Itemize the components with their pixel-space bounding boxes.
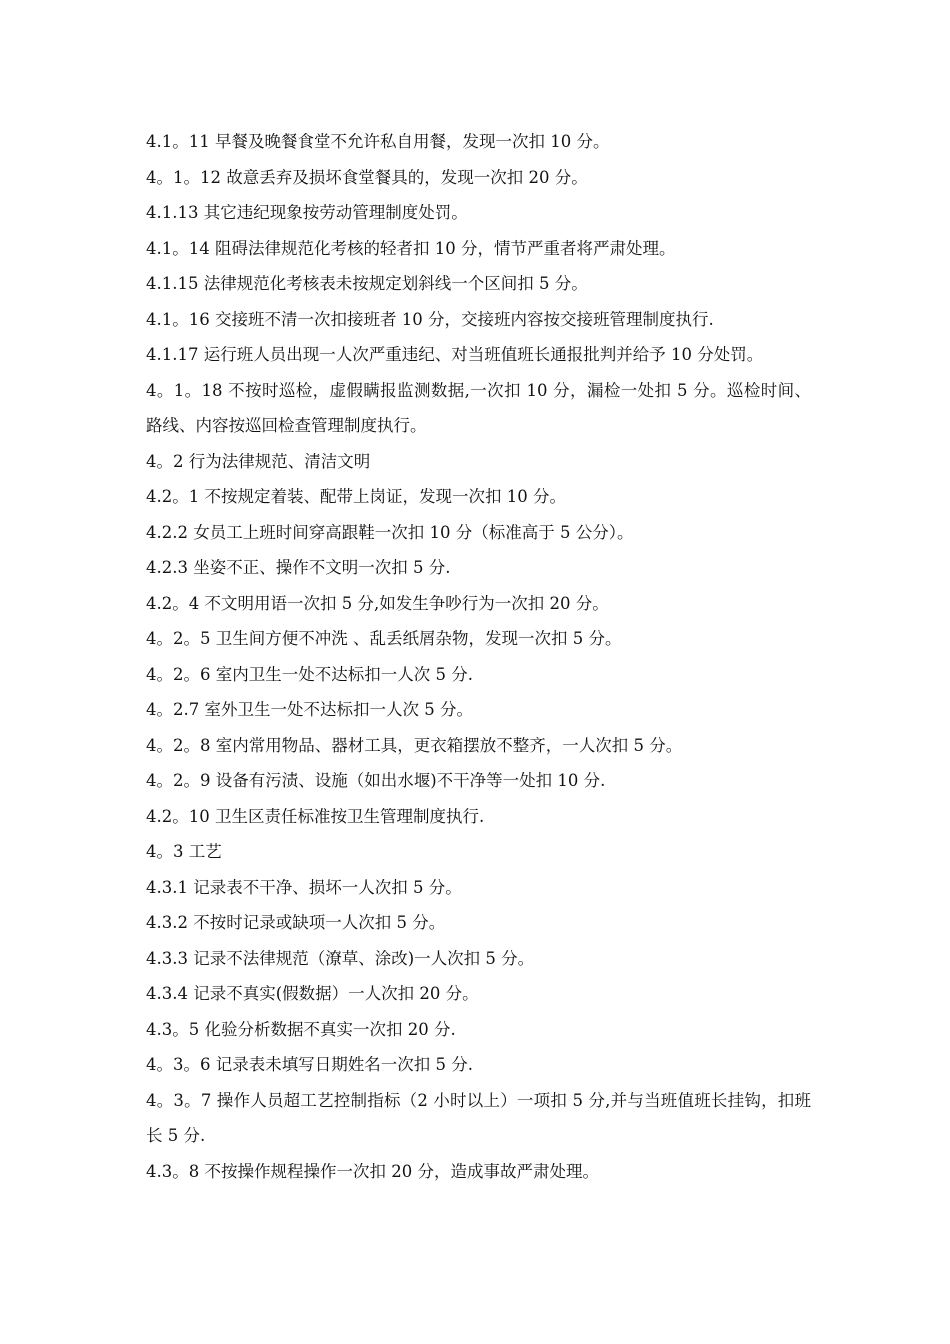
rule-4-2-7: 4。2.7 室外卫生一处不达标扣一人次 5 分。 [146,700,473,719]
section-heading-4-3: 4。3 工艺 [146,842,222,861]
rule-4-1-13: 4.1.13 其它违纪现象按劳动管理制度处罚。 [146,203,468,222]
rule-4-2-10: 4.2。10 卫生区责任标准按卫生管理制度执行. [146,806,485,826]
rule-4-1-14: 4.1。14 阻碍法律规范化考核的轻者扣 10 分，情节严重者将严肃处理。 [146,238,676,258]
rule-4-2-2: 4.2.2 女员工上班时间穿高跟鞋一次扣 10 分（标准高于 5 公分）。 [146,522,634,542]
rule-4-1-18: 4。1。18 不按时巡检，虚假瞒报监测数据,一次扣 10 分，漏检一处扣 5 分。巡检时间、路线、内容按巡回检查管理制度执行。 [146,380,811,435]
rule-4-3-5: 4.3。5 化验分析数据不真实一次扣 20 分. [146,1019,456,1039]
rule-4-3-7: 4。3。7 操作人员超工艺控制指标（2 小时以上）一项扣 5 分,并与当班值班长挂钩，扣班长 5 分. [146,1090,811,1145]
rule-4-1-17: 4.1.17 运行班人员出现一人次严重违纪、对当班值班长通报批判并给予 10 分处罚。 [146,345,764,364]
rule-4-3-6: 4。3。6 记录表未填写日期姓名一次扣 5 分. [146,1055,473,1074]
rule-4-3-8: 4.3。8 不按操作规程操作一次扣 20 分，造成事故严肃处理。 [146,1161,599,1181]
section-heading-4-2: 4。2 行为法律规范、清洁文明 [146,451,371,471]
rule-4-2-9: 4。2。9 设备有污渍、设施（如出水堰)不干净等一处扣 10 分. [146,771,606,790]
rule-4-3-4: 4.3.4 记录不真实(假数据）一人次扣 20 分。 [146,984,479,1003]
rule-4-1-15: 4.1.15 法律规范化考核表未按规定划斜线一个区间扣 5 分。 [146,274,588,293]
rule-4-2-4: 4.2。4 不文明用语一次扣 5 分,如发生争吵行为一次扣 20 分。 [146,593,609,613]
rule-4-3-1: 4.3.1 记录表不干净、损坏一人次扣 5 分。 [146,877,462,897]
rule-4-1-11: 4.1。11 早餐及晚餐食堂不允许私自用餐，发现一次扣 10 分。 [146,132,610,151]
rule-4-2-8: 4。2。8 室内常用物品、器材工具，更衣箱摆放不整齐，一人次扣 5 分。 [146,735,683,755]
rule-4-2-6: 4。2。6 室内卫生一处不达标扣一人次 5 分. [146,664,473,684]
document-page [146,124,811,1189]
rule-4-2-1: 4.2。1 不按规定着装、配带上岗证，发现一次扣 10 分。 [146,487,566,506]
rule-4-1-16: 4.1。16 交接班不清一次扣接班者 10 分，交接班内容按交接班管理制度执行. [146,309,714,329]
rule-4-3-3: 4.3.3 记录不法律规范（潦草、涂改)一人次扣 5 分。 [146,948,535,968]
rule-4-2-3: 4.2.3 坐姿不正、操作不文明一次扣 5 分. [146,558,451,577]
rule-4-1-12: 4。1。12 故意丢弃及损坏食堂餐具的，发现一次扣 20 分。 [146,167,588,187]
rule-4-2-5: 4。2。5 卫生间方便不冲洗 、乱丢纸屑杂物，发现一次扣 5 分。 [146,629,622,648]
rule-4-3-2: 4.3.2 不按时记录或缺项一人次扣 5 分。 [146,913,446,932]
